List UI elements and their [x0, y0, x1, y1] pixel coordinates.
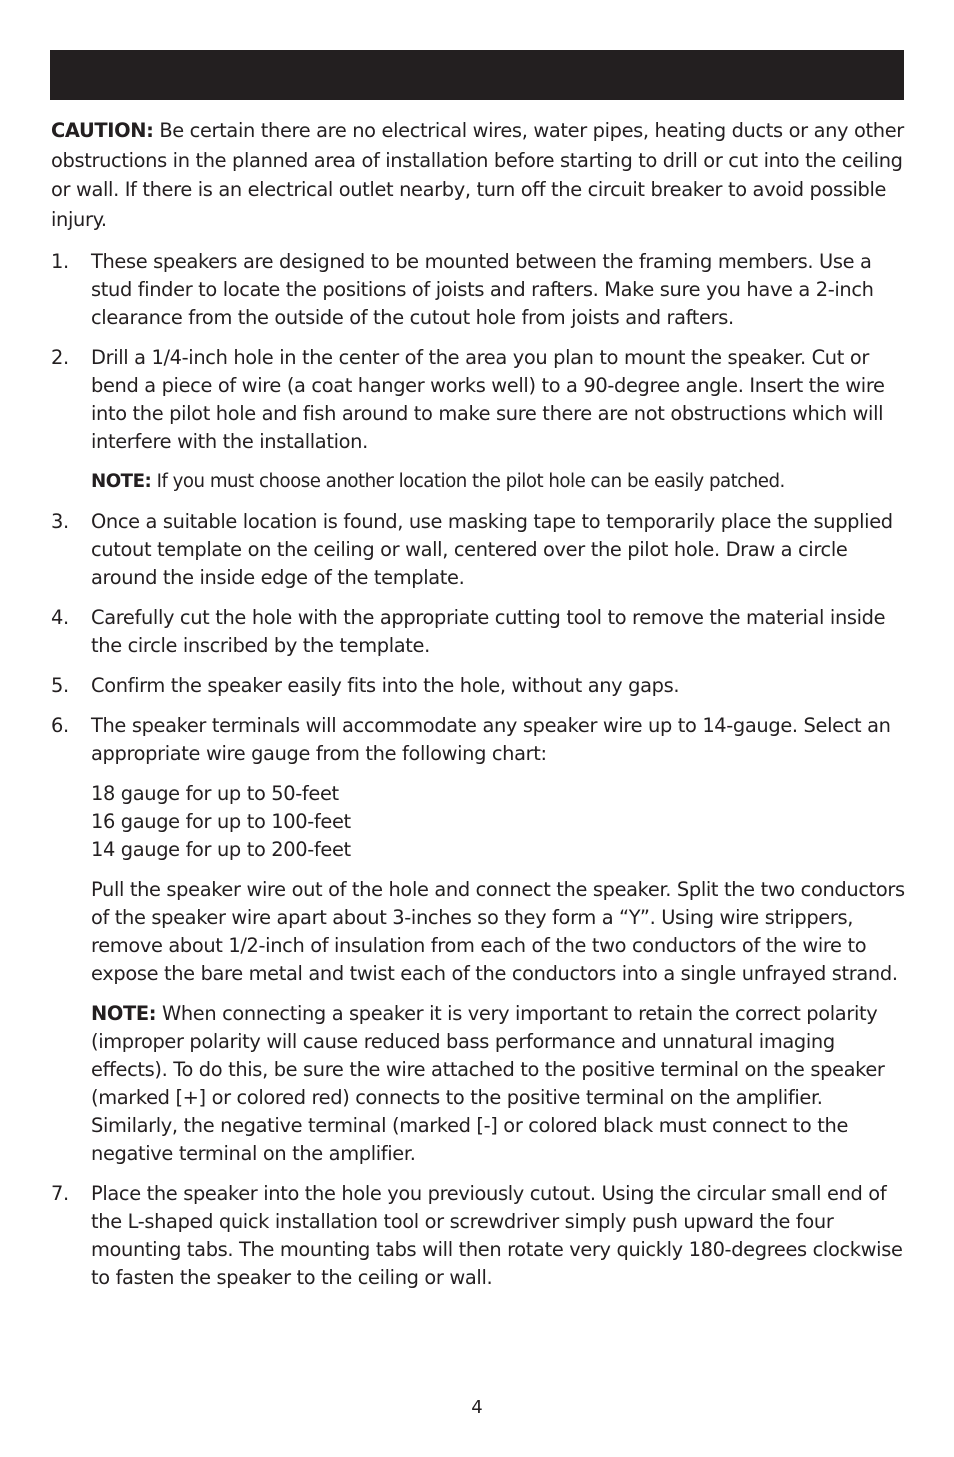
note-label: NOTE: [91, 471, 152, 492]
note-label: NOTE: [91, 1002, 157, 1025]
wire-gauge-chart [91, 780, 906, 864]
step-number: 4. [51, 606, 69, 629]
step-text: Confirm the speaker easily fits into the hole, without any gaps. [91, 674, 680, 697]
section-header-bar [50, 50, 904, 100]
step-text: The speaker terminals will accommodate any speaker wire up to 14-gauge. Select an appropriate wire gauge from the following chart: [91, 714, 891, 765]
step-2 [51, 344, 906, 496]
step-6 [51, 712, 906, 1168]
caution-label: CAUTION: [51, 119, 154, 142]
step-6-wiring-paragraph: Pull the speaker wire out of the hole and connect the speaker. Split the two conductors of the speaker wire apart about 3-inches so they form a “Y”. Using wire strippers, remove about 1/2-inch of insulation from each of the two conductors of the wire to expose the bare metal and twist each of the conductors into a single unfrayed strand. [91, 878, 905, 985]
step-5 [51, 672, 906, 700]
step-text: These speakers are designed to be mounted between the framing members. Use a stud finder to locate the positions of joists and rafters. Make sure you have a 2-inch clearance from the outside of the cutout hole from joists and rafters. [91, 250, 874, 329]
instructions-content [51, 116, 906, 1304]
step-number: 7. [51, 1182, 69, 1205]
step-1 [51, 248, 906, 332]
step-2-note [91, 468, 906, 496]
step-number: 2. [51, 346, 69, 369]
step-4 [51, 604, 906, 660]
step-text: Once a suitable location is found, use masking tape to temporarily place the supplied cutout template on the ceiling or wall, centered over the pilot hole. Draw a circle around the inside edge of the template. [91, 510, 893, 589]
caution-text: Be certain there are no electrical wires, water pipes, heating ducts or any other obstructions in the planned area of installation before starting to drill or cut into the ceiling or wall. If there is an electrical outlet nearby, turn off the circuit breaker to avoid possible injury. [51, 119, 904, 231]
gauge-item: 14 gauge for up to 200-feet [91, 838, 351, 861]
step-7 [51, 1180, 906, 1292]
step-number: 3. [51, 510, 69, 533]
step-text: Carefully cut the hole with the appropriate cutting tool to remove the material inside the circle inscribed by the template. [91, 606, 886, 657]
step-text: Drill a 1/4-inch hole in the center of the area you plan to mount the speaker. Cut or bend a piece of wire (a coat hanger works well) to a 90-degree angle. Insert the wire into the pilot hole and fish around to make sure there are not obstructions which will interfere with the installation. [91, 346, 885, 453]
gauge-item: 16 gauge for up to 100-feet [91, 810, 351, 833]
step-number: 1. [51, 250, 69, 273]
note-text: If you must choose another location the pilot hole can be easily patched. [151, 471, 785, 492]
step-3 [51, 508, 906, 592]
page-number: 4 [471, 1397, 483, 1418]
step-text: Place the speaker into the hole you previously cutout. Using the circular small end of the L-shaped quick installation tool or screwdriver simply push upward the four mounting tabs. The mounting tabs will then rotate very quickly 180-degrees clockwise to fasten the speaker to the ceiling or wall. [91, 1182, 903, 1289]
step-number: 6. [51, 714, 69, 737]
gauge-item: 18 gauge for up to 50-feet [91, 782, 339, 805]
note-text: When connecting a speaker it is very important to retain the correct polarity (improper polarity will cause reduced bass performance and unnatural imaging effects). To do this, be sure the wire attached to the positive terminal on the speaker (marked [+] or colored red) connects to the positive terminal on the amplifier. Similarly, the negative terminal (marked [-] or colored black must connect to the negative terminal on the amplifier. [91, 1002, 885, 1165]
step-6-note [91, 1000, 906, 1168]
step-number: 5. [51, 674, 69, 697]
caution-paragraph [51, 116, 906, 234]
